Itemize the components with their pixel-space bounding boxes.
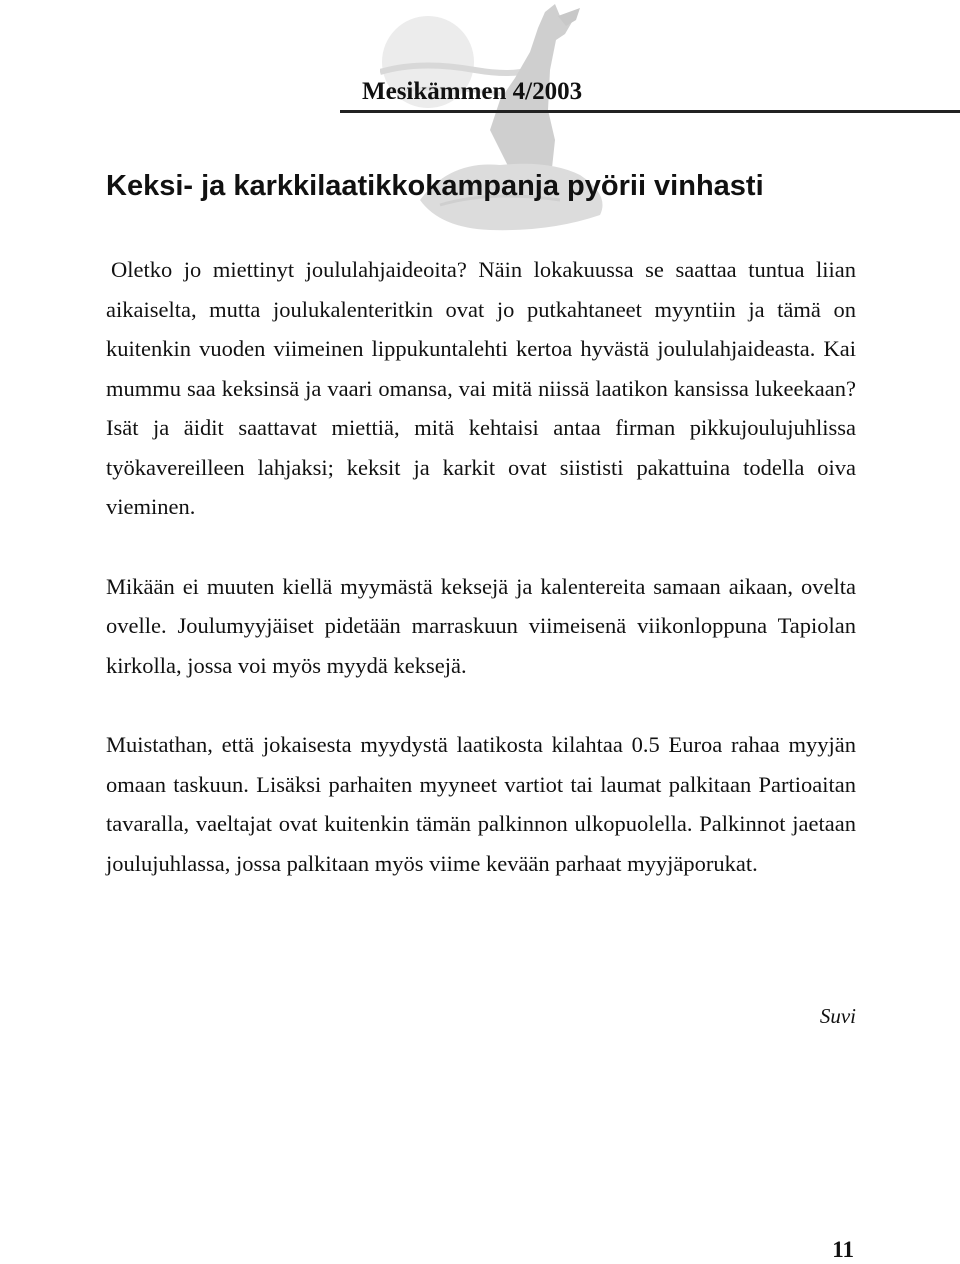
- author-signature: Suvi: [819, 1004, 856, 1028]
- article-body: [106, 250, 856, 923]
- header-divider: [340, 110, 960, 113]
- publication-header: Mesikämmen 4/2003: [362, 78, 583, 105]
- page-number: 11: [832, 1237, 854, 1262]
- article-paragraph: Mikään ei muuten kiellä myymästä keksejä ja kalentereita samaan aikaan, ovelta ovelle. Joulumyyjäiset pidetään marraskuun viimeisenä viikonloppuna Tapiolan kirkolla, jossa voi myös myydä keksejä.: [106, 573, 856, 678]
- article-paragraph: Oletko jo miettinyt joululahjaideoita? Näin lokakuussa se saattaa tuntua liian aikaiselta, mutta joulukalenteritkin ovat jo putkahtaneet myyntiin ja tämä on kuitenkin vuoden viimeinen lippukuntalehti kertoa hyvästä joululahjaideasta. Kai mummu saa keksinsä ja vaari omansa, vai mitä niissä laatikon kansissa lukeekaan? Isät ja äidit saattavat miettiä, mitä kehtaisi antaa firman pikkujoulujuhlissa työkavereilleen lahjaksi; keksit ja karkit ovat siististi pakattuina todella oiva vieminen.: [106, 257, 856, 519]
- article-headline: Keksi- ja karkkilaatikkokampanja pyörii vinhasti: [106, 170, 764, 202]
- article-paragraph: Muistathan, että jokaisesta myydystä laatikosta kilahtaa 0.5 Euroa rahaa myyjän omaan taskuun. Lisäksi parhaiten myyneet vartiot tai laumat palkitaan Partioaitan tavaralla, vaeltajat ovat kuitenkin tämän palkinnon ulkopuolella. Palkinnot jaetaan joulujuhlassa, jossa palkitaan myös viime kevään parhaat myyjäporukat.: [106, 732, 856, 876]
- howling-wolf-watermark-icon: [380, 0, 620, 250]
